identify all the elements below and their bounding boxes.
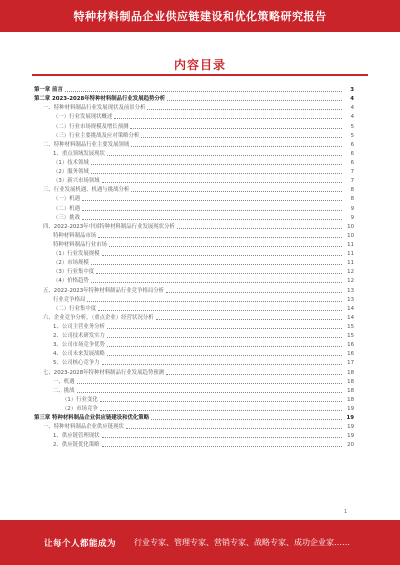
toc-entry-page: 13 (347, 296, 354, 303)
toc-entry-text: 2、公司技术研发实力 (53, 333, 105, 340)
toc-leader-dots (177, 228, 342, 229)
toc-entry-page: 6 (350, 159, 354, 166)
toc-entry-page: 6 (350, 141, 354, 148)
toc-leader-dots (98, 237, 342, 238)
toc-entry-page: 4 (350, 105, 354, 112)
toc-entry[interactable] (34, 111, 354, 120)
toc-leader-dots (114, 118, 342, 119)
toc-entry[interactable] (34, 430, 354, 439)
toc-entry[interactable] (34, 102, 354, 111)
toc-entry-text: 三、行业发展机遇、机遇与挑战分析 (43, 187, 130, 194)
toc-entry-text: 4、公司未来发展战略 (53, 351, 105, 358)
toc-entry-text: （二）行业集中度 (53, 305, 97, 312)
toc-leader-dots (82, 219, 342, 220)
toc-entry[interactable] (34, 120, 354, 129)
toc-entry-text: 一、特种材料制品企业供应链现状 (43, 424, 124, 431)
toc-entry-text: 5、公司核心竞争力 (53, 360, 100, 367)
toc-entry-page: 14 (347, 305, 354, 312)
toc-entry-page: 7 (350, 169, 354, 176)
toc-entry-page: 19 (346, 415, 354, 422)
footer-tagline: 行业专家、管理专家、营销专家、战略专家、成功企业家…… (134, 538, 351, 547)
toc-entry[interactable] (34, 130, 354, 139)
toc-entry-text: （三）挑战 (53, 214, 80, 221)
toc-entry-text: （4）价格趋势 (53, 278, 89, 285)
table-of-contents (34, 84, 354, 448)
toc-entry-text: 一、机遇 (53, 378, 75, 385)
toc-entry-page: 8 (350, 196, 354, 203)
toc-entry-text: 特种材料制品行业市场 (53, 241, 107, 248)
toc-entry-page: 15 (347, 333, 354, 340)
toc-entry[interactable] (34, 212, 354, 221)
toc-entry-text: 特种材料制品市场 (53, 232, 97, 239)
toc-entry[interactable] (34, 312, 354, 321)
toc-leader-dots (141, 137, 342, 138)
toc-entry-text: （2）服务领域 (53, 169, 89, 176)
toc-entry[interactable] (34, 239, 354, 248)
toc-entry-page: 11 (347, 251, 354, 258)
toc-entry[interactable] (34, 184, 354, 193)
toc-entry[interactable] (34, 221, 354, 230)
toc-entry[interactable] (34, 284, 354, 293)
toc-leader-dots (107, 346, 342, 347)
toc-entry-text: （3）行业集中度 (53, 269, 95, 276)
toc-entry-page: 5 (350, 132, 354, 139)
toc-heading: 内容目录 (173, 58, 226, 72)
toc-entry[interactable] (34, 248, 354, 257)
toc-entry-page: 16 (347, 351, 354, 358)
toc-leader-dots (91, 282, 342, 283)
toc-entry[interactable] (34, 321, 354, 330)
toc-entry-page: 11 (347, 260, 354, 267)
toc-entry-text: 七、2023-2028年特种材料制品行业发展趋势预测 (43, 369, 165, 376)
footer-bar (0, 520, 400, 565)
toc-entry-text: （1）行业变化 (62, 396, 98, 403)
toc-entry-text: 五、2022-2023年特种材料制品行业竞争格局分析 (43, 287, 165, 294)
toc-entry[interactable] (34, 366, 354, 375)
toc-entry-text: 第二章 2023-2028年特种材料制品行业发展趋势分析 (34, 96, 166, 103)
toc-entry[interactable] (34, 175, 354, 184)
toc-entry[interactable] (34, 394, 354, 403)
toc-leader-dots (77, 383, 342, 384)
toc-leader-dots (65, 91, 342, 92)
toc-entry-text: （3）新兴市场领域 (53, 178, 100, 185)
toc-entry[interactable] (34, 266, 354, 275)
toc-entry-page: 4 (350, 114, 354, 121)
toc-entry-page: 5 (350, 123, 354, 130)
toc-leader-dots (131, 146, 342, 147)
footer-slogan: 让每个人都能成为 (44, 538, 117, 549)
toc-entry-text: 1、公司主营业务分析 (53, 323, 105, 330)
toc-leader-dots (107, 337, 342, 338)
toc-entry-text: （三）行业主要挑战及应对策略分析 (53, 132, 140, 139)
toc-entry[interactable] (34, 275, 354, 284)
toc-entry-text: 二、特种材料制品行业主要发展领域 (43, 141, 130, 148)
toc-entry-text: 行业竞争格局 (53, 296, 86, 303)
toc-entry-text: 3、公司市场竞争优势 (53, 342, 105, 349)
toc-leader-dots (91, 173, 342, 174)
toc-entry[interactable] (34, 403, 354, 412)
toc-entry-text: 四、2022-2023年中国特种材料制品行业发展现状分析 (43, 223, 175, 230)
toc-leader-dots (98, 310, 342, 311)
toc-leader-dots (102, 255, 342, 256)
toc-entry-page: 3 (350, 87, 354, 94)
toc-leader-dots (147, 109, 342, 110)
toc-entry-page: 11 (347, 241, 354, 248)
toc-leader-dots (102, 364, 342, 365)
toc-leader-dots (107, 355, 342, 356)
toc-leader-dots (166, 374, 342, 375)
toc-entry-page: 10 (347, 223, 354, 230)
toc-entry-text: （二）机遇 (53, 205, 80, 212)
toc-leader-dots (82, 200, 342, 201)
toc-entry[interactable] (34, 202, 354, 211)
toc-entry-text: （1）技术领域 (53, 159, 89, 166)
toc-entry[interactable] (34, 257, 354, 266)
toc-entry-page: 18 (347, 387, 354, 394)
toc-entry-page: 16 (347, 342, 354, 349)
toc-entry[interactable] (34, 357, 354, 366)
toc-entry-page: 12 (347, 278, 354, 285)
toc-leader-dots (100, 410, 342, 411)
toc-entry-text: （一）机遇 (53, 196, 80, 203)
toc-entry-text: （2）市场竞争 (62, 405, 98, 412)
toc-entry[interactable] (34, 294, 354, 303)
toc-entry-text: （二）行业市场规模及增长预测 (53, 123, 129, 130)
toc-entry-text: 1、供应链管理现状 (53, 433, 100, 440)
toc-entry[interactable] (34, 303, 354, 312)
toc-entry-page: 18 (347, 378, 354, 385)
toc-entry-page: 10 (347, 232, 354, 239)
toc-leader-dots (96, 273, 342, 274)
toc-entry[interactable] (34, 376, 354, 385)
toc-entry[interactable] (34, 84, 354, 93)
toc-leader-dots (107, 328, 342, 329)
toc-entry-page: 12 (347, 269, 354, 276)
toc-leader-dots (102, 437, 342, 438)
toc-entry[interactable] (34, 439, 354, 448)
toc-entry[interactable] (34, 339, 354, 348)
report-title: 特种材料制品企业供应链建设和优化策略研究报告 (73, 10, 327, 23)
report-header-bar (0, 0, 400, 32)
toc-leader-dots (102, 446, 342, 447)
toc-entry-page: 17 (347, 360, 354, 367)
toc-entry-text: （2）市场规模 (53, 260, 89, 267)
toc-leader-dots (91, 264, 342, 265)
toc-entry-text: （1）行业发展规模 (53, 251, 100, 258)
toc-entry-text: 2、供应链优化策略 (53, 442, 100, 449)
toc-entry[interactable] (34, 157, 354, 166)
toc-entry-text: 一、特种材料制品行业发展现状及前景分析 (43, 105, 146, 112)
toc-entry-page: 7 (350, 178, 354, 185)
page-number: 1 (344, 509, 348, 515)
toc-entry-page: 9 (350, 205, 354, 212)
toc-leader-dots (156, 319, 342, 320)
toc-entry[interactable] (34, 330, 354, 339)
toc-leader-dots (151, 419, 342, 420)
toc-entry[interactable] (34, 348, 354, 357)
toc-entry[interactable] (34, 148, 354, 157)
toc-heading-divider (32, 74, 368, 76)
toc-entry-page: 15 (347, 323, 354, 330)
toc-entry[interactable] (34, 412, 354, 421)
toc-entry[interactable] (34, 193, 354, 202)
toc-leader-dots (102, 182, 342, 183)
toc-entry-page: 14 (347, 314, 354, 321)
toc-entry[interactable] (34, 230, 354, 239)
toc-leader-dots (130, 128, 342, 129)
toc-entry-text: 1、重点领域发展现状 (53, 150, 105, 157)
toc-entry-page: 4 (350, 96, 354, 103)
toc-entry-text: 二、挑战 (53, 387, 75, 394)
toc-leader-dots (100, 401, 342, 402)
toc-leader-dots (109, 246, 342, 247)
toc-entry[interactable] (34, 421, 354, 430)
toc-entry-page: 6 (350, 150, 354, 157)
toc-leader-dots (167, 100, 342, 101)
toc-entry-page: 8 (350, 187, 354, 194)
toc-entry-page: 9 (350, 214, 354, 221)
toc-entry[interactable] (34, 166, 354, 175)
toc-leader-dots (107, 155, 342, 156)
toc-leader-dots (87, 301, 342, 302)
toc-entry-page: 19 (347, 433, 354, 440)
toc-leader-dots (91, 164, 342, 165)
toc-entry[interactable] (34, 385, 354, 394)
toc-entry-page: 19 (347, 405, 354, 412)
toc-entry-text: 第一章 前言 (34, 87, 63, 94)
toc-leader-dots (77, 392, 342, 393)
toc-entry[interactable] (34, 139, 354, 148)
toc-entry-page: 18 (347, 369, 354, 376)
toc-leader-dots (82, 210, 342, 211)
toc-entry-text: （一）行业发展现状概述 (53, 114, 113, 121)
toc-leader-dots (131, 191, 342, 192)
toc-leader-dots (126, 428, 342, 429)
toc-entry-page: 13 (347, 287, 354, 294)
toc-entry-page: 18 (347, 396, 354, 403)
toc-entry-text: 第三章 特种材料制品企业供应链建设和优化策略 (34, 415, 150, 422)
toc-entry-page: 19 (347, 424, 354, 431)
toc-entry[interactable] (34, 93, 354, 102)
toc-entry-text: 六、企业竞争分析，（重点企业）经营状况分析 (43, 314, 154, 321)
toc-leader-dots (166, 292, 342, 293)
toc-entry-page: 20 (347, 442, 354, 449)
